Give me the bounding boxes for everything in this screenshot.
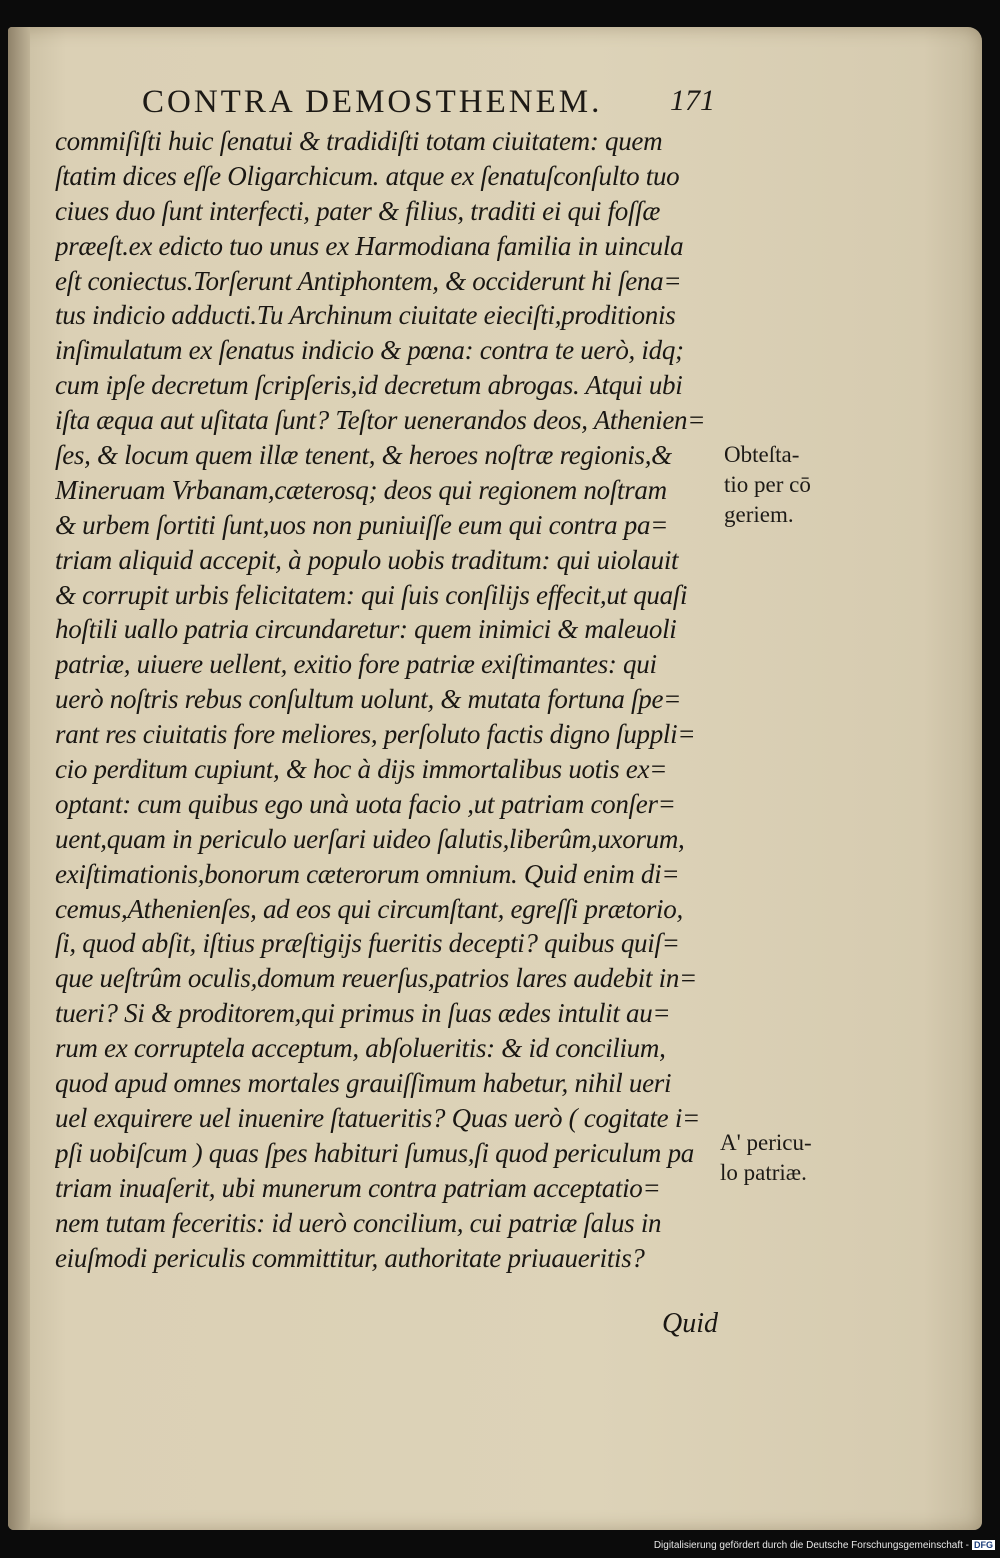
marginal-note-line: A' pericu-	[720, 1130, 812, 1155]
dfg-logo: DFG	[974, 1540, 993, 1550]
text-line: tus indicio adducti.Tu Archinum ciuitate eieciſti,proditionis	[55, 300, 676, 331]
text-line: nem tutam feceritis: id uerò concilium, cui patriæ ſalus in	[55, 1207, 662, 1238]
digitization-credit	[610, 1540, 995, 1556]
marginal-note-line: geriem.	[724, 502, 794, 527]
text-line: cio perditum cupiunt, & hoc à dijs immortalibus uotis ex=	[55, 754, 668, 785]
text-line: ciues duo ſunt interfecti, pater & filius, traditi ei qui foſſæ	[55, 195, 661, 226]
text-line: tueri? Si & proditorem,qui primus in ſuas ædes intulit au=	[55, 998, 671, 1029]
marginal-note-line: lo patriæ.	[720, 1160, 807, 1185]
text-line: uent,quam in periculo uerſari uideo ſalutis,liberûm,uxorum,	[55, 823, 685, 854]
text-line: cum ipſe decretum ſcripſeris,id decretum abrogas. Atqui ubi	[55, 370, 683, 401]
text-line: ſes, & locum quem illæ tenent, & heroes noſtræ regionis,&	[55, 440, 672, 471]
text-line: eiuſmodi periculis committitur, authoritate priuaueritis?	[55, 1242, 645, 1273]
text-line: inſimulatum ex ſenatus indicio & pœna: contra te uerò, idq;	[55, 335, 684, 366]
text-line: optant: cum quibus ego unà uota facio ,ut patriam conſer=	[55, 788, 676, 819]
text-line: triam inuaſerit, ubi munerum contra patriam acceptatio=	[55, 1172, 661, 1203]
text-line: Mineruam Vrbanam,cæterosq; deos qui regionem noſtram	[55, 474, 667, 505]
text-line: que ueſtrûm oculis,domum reuerſus,patrios lares audebit in=	[55, 963, 697, 994]
text-line: hoſtili uallo patria circundaretur: quem inimici & maleuoli	[55, 614, 677, 645]
catchword: Quid	[662, 1308, 718, 1339]
page-number: 171	[670, 84, 715, 117]
text-line: quod apud omnes mortales grauiſſimum habetur, nihil ueri	[55, 1068, 672, 1099]
text-line: eſt coniectus.Torſerunt Antiphontem, & occiderunt hi ſena=	[55, 265, 682, 296]
running-head: CONTRA DEMOSTHENEM.	[142, 84, 603, 120]
text-line: commiſiſti huic ſenatui & tradidiſti totam ciuitatem: quem	[55, 126, 663, 156]
text-line: rant res ciuitatis fore meliores, perſoluto factis digno ſuppli=	[55, 719, 696, 750]
text-line: præeſt.ex edicto tuo unus ex Harmodiana familia in uincula	[55, 230, 684, 261]
text-line: & corrupit urbis felicitatem: qui ſuis conſilijs effecit,ut quaſi	[55, 579, 688, 610]
marginal-note-obtestatio	[724, 440, 839, 530]
marginal-note-line: Obteſta-	[724, 442, 800, 467]
text-line: ſtatim dices eſſe Oligarchicum. atque ex ſenatuſconſulto tuo	[55, 160, 680, 191]
body-text	[55, 124, 720, 1275]
text-line: uerò noſtris rebus conſultum uolunt, & mutata fortuna ſpe=	[55, 684, 682, 715]
text-line: exiſtimationis,bonorum cæterorum omnium. Quid enim di=	[55, 858, 680, 889]
text-line: patriæ, uiuere uellent, exitio fore patriæ exiſtimantes: qui	[55, 649, 657, 680]
text-line: pſi uobiſcum ) quas ſpes habituri ſumus,ſi quod periculum pa	[55, 1137, 694, 1168]
text-line: rum ex corruptela acceptum, abſolueritis: & id concilium,	[55, 1033, 666, 1064]
marginal-note-line: tio per cō	[724, 472, 811, 497]
text-line: cemus,Athenienſes, ad eos qui circumſtant, egreſſi prætorio,	[55, 893, 683, 924]
text-line: iſta æqua aut uſitata ſunt? Teſtor uenerandos deos, Athenien=	[55, 405, 706, 436]
marginal-note-periculo	[720, 1128, 835, 1188]
text-line: & urbem ſortiti ſunt,uos non puniuiſſe eum qui contra pa=	[55, 509, 669, 540]
text-line: triam aliquid accepit, à populo uobis traditum: qui uiolauit	[55, 544, 679, 575]
text-line: uel exquirere uel inuenire ſtatueritis? Quas uerò ( cogitate i=	[55, 1102, 700, 1133]
credit-text: Digitalisierung gefördert durch die Deutsche Forschungsgemeinschaft -	[653, 1540, 969, 1551]
page-binding-edge	[8, 27, 30, 1530]
text-line: ſi, quod abſit, iſtius præſtigijs fueritis decepti? quibus quiſ=	[55, 928, 680, 959]
